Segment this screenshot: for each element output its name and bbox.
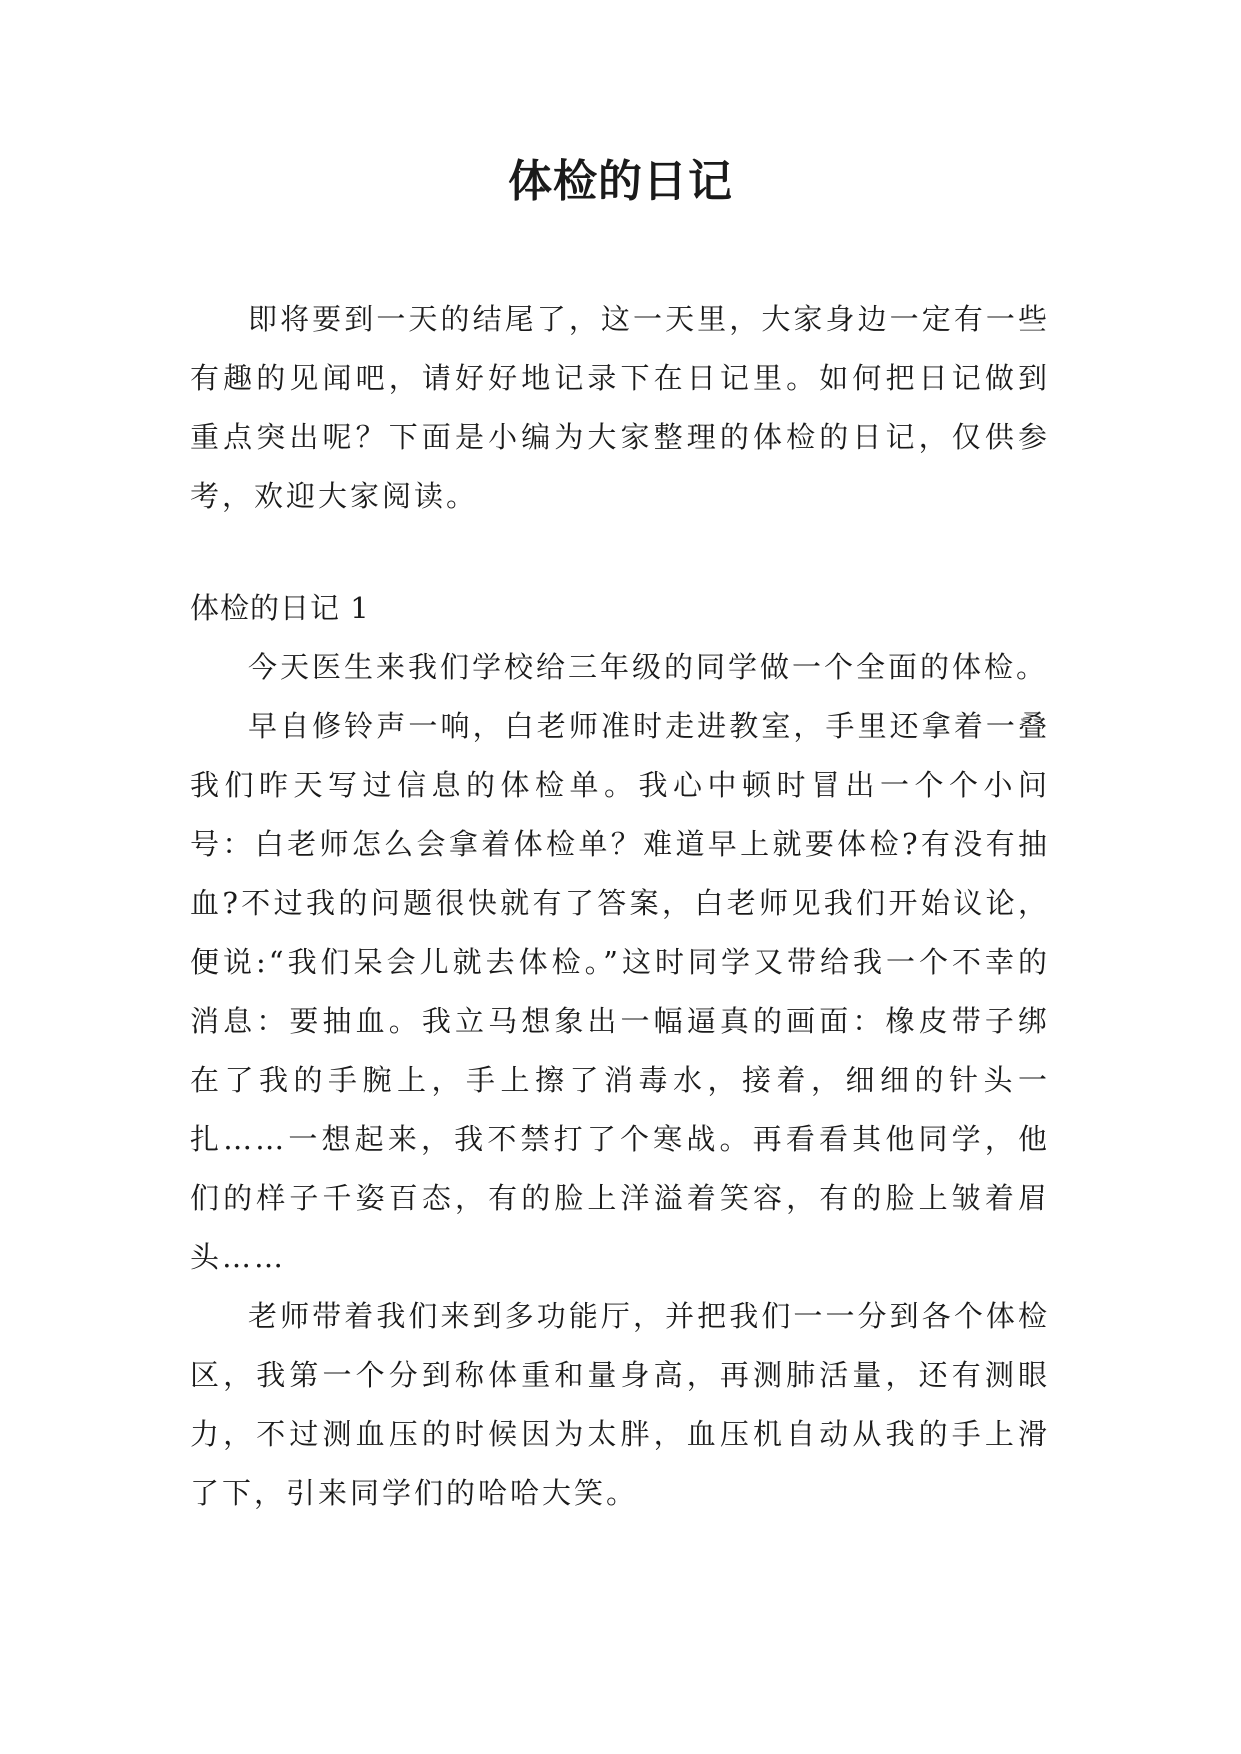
document-title: 体检的日记 xyxy=(508,156,733,207)
body-paragraph: 老师带着我们来到多功能厅，并把我们一一分到各个体检区，我第一个分到称体重和量身高，再测肺活量，还有测眼力，不过测血压的时候因为太胖，血压机自动从我的手上滑了下，引来同学们的哈哈大笑。 xyxy=(190,1299,1050,1510)
section-heading: 体检的日记 1 xyxy=(190,591,370,625)
intro-paragraph: 即将要到一天的结尾了，这一天里，大家身边一定有一些有趣的见闻吧，请好好地记录下在日记里。如何把日记做到重点突出呢？下面是小编为大家整理的体检的日记，仅供参考，欢迎大家阅读。 xyxy=(190,302,1050,513)
diary-section xyxy=(190,579,1050,1523)
document-body xyxy=(190,290,1050,1523)
body-paragraph: 今天医生来我们学校给三年级的同学做一个全面的体检。 xyxy=(248,650,1049,684)
body-paragraph: 早自修铃声一响，白老师准时走进教室，手里还拿着一叠我们昨天写过信息的体检单。我心中顿时冒出一个个小问号：白老师怎么会拿着体检单？难道早上就要体检?有没有抽血?不过我的问题很快就有了答案，白老师见我们开始议论，便说:“我们呆会儿就去体检。”这时同学又带给我一个不幸的消息：要抽血。我立马想象出一幅逼真的画面：橡皮带子绑在了我的手腕上，手上擦了消毒水，接着，细细的针头一扎……一想起来，我不禁打了个寒战。再看看其他同学，他们的样子千姿百态，有的脸上洋溢着笑容，有的脸上皱着眉头…… xyxy=(190,709,1050,1274)
